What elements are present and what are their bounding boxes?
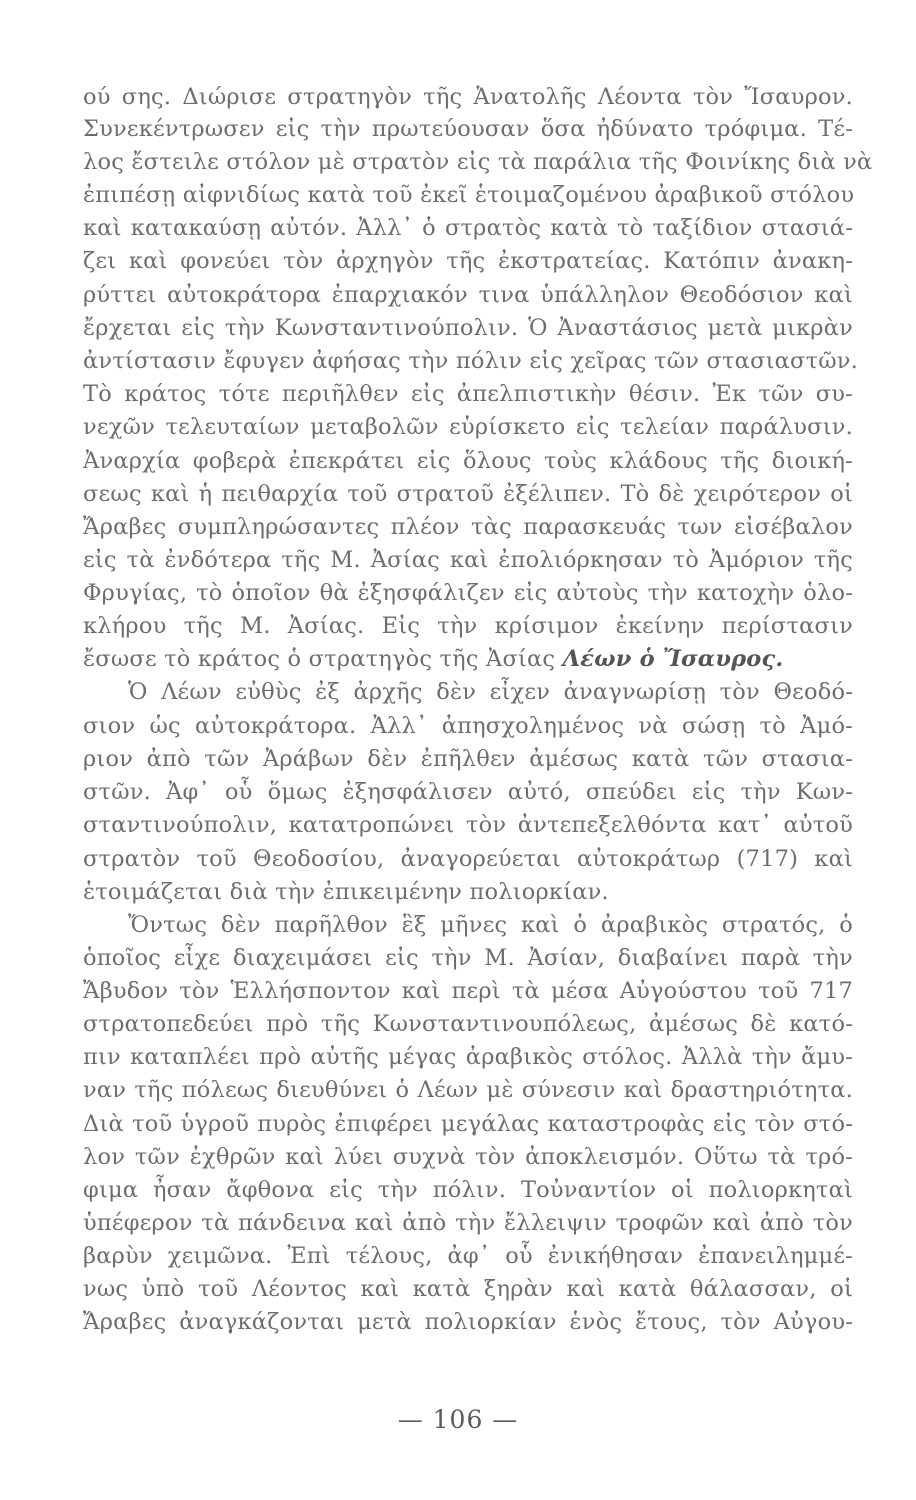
text-line: λον τῶν ἐχθρῶν καὶ λύει συχνὰ τὸν ἀποκλεισμόν. Οὕτω τὰ τρό- xyxy=(83,1144,853,1170)
text-line: ἐπιπέσῃ αἰφνιδίως κατὰ τοῦ ἐκεῖ ἑτοιμαζομένου ἀραβικοῦ στόλου xyxy=(83,182,855,208)
text-line: φιμα ἦσαν ἄφθονα εἰς τὴν πόλιν. Τοὐναντίον οἱ πολιορκηταὶ xyxy=(83,1177,853,1203)
text-line: στῶν. Ἀφ᾽ οὗ ὅμως ἐξησφάλισεν αὐτό, σπεύδει εἰς τὴν Κων- xyxy=(83,779,853,805)
text-line: στρατὸν τοῦ Θεοδοσίου, ἀναγορεύεται αὐτοκράτωρ (717) καὶ xyxy=(83,846,853,872)
text-line: βαρὺν χειμῶνα. Ἐπὶ τέλους, ἀφ᾽ οὗ ἐνικήθησαν ἐπανειλημμέ- xyxy=(83,1243,853,1269)
text-line: εἰς τὰ ἐνδότερα τῆς Μ. Ἀσίας καὶ ἐπολιόρκησαν τὸ Ἀμόριον τῆς xyxy=(83,547,853,573)
text-line: ριον ἀπὸ τῶν Ἀράβων δὲν ἐπῆλθεν ἀμέσως κατὰ τῶν στασια- xyxy=(83,746,853,772)
text-line: νεχῶν τελευταίων μεταβολῶν εὑρίσκετο εἰς τελείαν παράλυσιν. xyxy=(83,414,853,440)
text-line: Ἄραβες ἀναγκάζονται μετὰ πολιορκίαν ἑνὸς ἔτους, τὸν Αὐγου- xyxy=(83,1309,853,1335)
text-line: ἑτοιμάζεται διὰ τὴν ἐπικειμένην πολιορκίαν. xyxy=(83,879,609,905)
text-line: Τὸ κράτος τότε περιῆλθεν εἰς ἀπελπιστικὴν θέσιν. Ἐκ τῶν συ- xyxy=(83,381,853,407)
text-line-start: ἔσωσε τὸ κράτος ὁ στρατηγὸς τῆς Ἀσίας xyxy=(83,646,556,672)
text-line: στρατοπεδεύει πρὸ τῆς Κωνσταντινουπόλεως, ἀμέσως δὲ κατό- xyxy=(83,1011,853,1037)
text-line: σταντινούπολιν, κατατροπώνει τὸν ἀντεπεξελθόντα κατ᾽ αὐτοῦ xyxy=(83,812,853,838)
text-line: Ἄβυδον τὸν Ἑλλήσποντον καὶ περὶ τὰ μέσα Αὐγούστου τοῦ 717 xyxy=(83,978,853,1004)
text-line: πιν καταπλέει πρὸ αὐτῆς μέγας ἀραβικὸς στόλος. Ἀλλὰ τὴν ἄμυ- xyxy=(83,1044,853,1070)
text-line: Διὰ τοῦ ὑγροῦ πυρὸς ἐπιφέρει μεγάλας καταστροφὰς εἰς τὸν στό- xyxy=(83,1111,853,1137)
text-line: ρύττει αὐτοκράτορα ἐπαρχιακόν τινα ὑπάλληλον Θεοδόσιον καὶ xyxy=(83,282,853,308)
text-line: καὶ κατακαύσῃ αὐτόν. Ἀλλ᾽ ὁ στρατὸς κατὰ τὸ ταξίδιον στασιά- xyxy=(83,215,853,241)
text-line: λος ἔστειλε στόλον μὲ στρατὸν εἰς τὰ παράλια τῆς Φοινίκης διὰ νὰ xyxy=(83,149,873,175)
text-line xyxy=(83,644,853,674)
emphasized-name: Λέων ὁ Ἴσαυρος. xyxy=(562,646,784,672)
text-line: ἔρχεται εἰς τὴν Κωνσταντινούπολιν. Ὁ Ἀναστάσιος μετὰ μικρὰν xyxy=(83,315,853,341)
text-line: Φρυγίας, τὸ ὁποῖον θὰ ἐξησφάλιζεν εἰς αὐτοὺς τὴν κατοχὴν ὁλο- xyxy=(83,580,853,606)
paragraph-start-line: Ὄντως δὲν παρῆλθον ἓξ μῆνες καὶ ὁ ἀραβικὸς στρατός, ὁ xyxy=(128,912,853,938)
text-line: Ἀναρχία φοβερὰ ἐπεκράτει εἰς ὅλους τοὺς κλάδους τῆς διοική- xyxy=(83,448,853,474)
text-line: ὁποῖος εἶχε διαχειμάσει εἰς τὴν Μ. Ἀσίαν, διαβαίνει παρὰ τὴν xyxy=(83,945,853,971)
text-line: ὑπέφερον τὰ πάνδεινα καὶ ἀπὸ τὴν ἔλλειψιν τροφῶν καὶ ἀπὸ τὸν xyxy=(83,1210,853,1236)
text-line: σεως καὶ ἡ πειθαρχία τοῦ στρατοῦ ἐξέλιπεν. Τὸ δὲ χειρότερον οἱ xyxy=(83,481,853,507)
page-number: — 106 — xyxy=(397,1405,519,1434)
text-line: κλήρου τῆς Μ. Ἀσίας. Εἰς τὴν κρίσιμον ἐκείνην περίστασιν xyxy=(83,613,853,639)
text-line: ζει καὶ φονεύει τὸν ἀρχηγὸν τῆς ἐκστρατείας. Κατόπιν ἀνακη- xyxy=(83,248,853,274)
text-line: ού σης. Διώρισε στρατηγὸν τῆς Ἀνατολῆς Λέοντα τὸν Ἴσαυρον. xyxy=(83,84,853,110)
text-line: ναν τῆς πόλεως διευθύνει ὁ Λέων μὲ σύνεσιν καὶ δραστηριότητα. xyxy=(83,1077,853,1103)
text-line: Συνεκέντρωσεν εἰς τὴν πρωτεύουσαν ὅσα ἠδύνατο τρόφιμα. Τέ- xyxy=(83,116,853,142)
text-line: Ἄραβες συμπληρώσαντες πλέον τὰς παρασκευάς των εἰσέβαλον xyxy=(83,514,853,540)
text-line: νως ὑπὸ τοῦ Λέοντος καὶ κατὰ ξηρὰν καὶ κατὰ θάλασσαν, οἱ xyxy=(83,1276,853,1302)
paragraph-start-line: Ὁ Λέων εὐθὺς ἐξ ἀρχῆς δὲν εἶχεν ἀναγνωρίσῃ τὸν Θεοδό- xyxy=(128,679,853,705)
text-line: σιον ὡς αὐτοκράτορα. Ἀλλ᾽ ἀπησχολημένος νὰ σώσῃ τὸ Ἀμό- xyxy=(83,713,853,739)
text-line: ἀντίστασιν ἔφυγεν ἀφήσας τὴν πόλιν εἰς χεῖρας τῶν στασιαστῶν. xyxy=(83,348,859,374)
